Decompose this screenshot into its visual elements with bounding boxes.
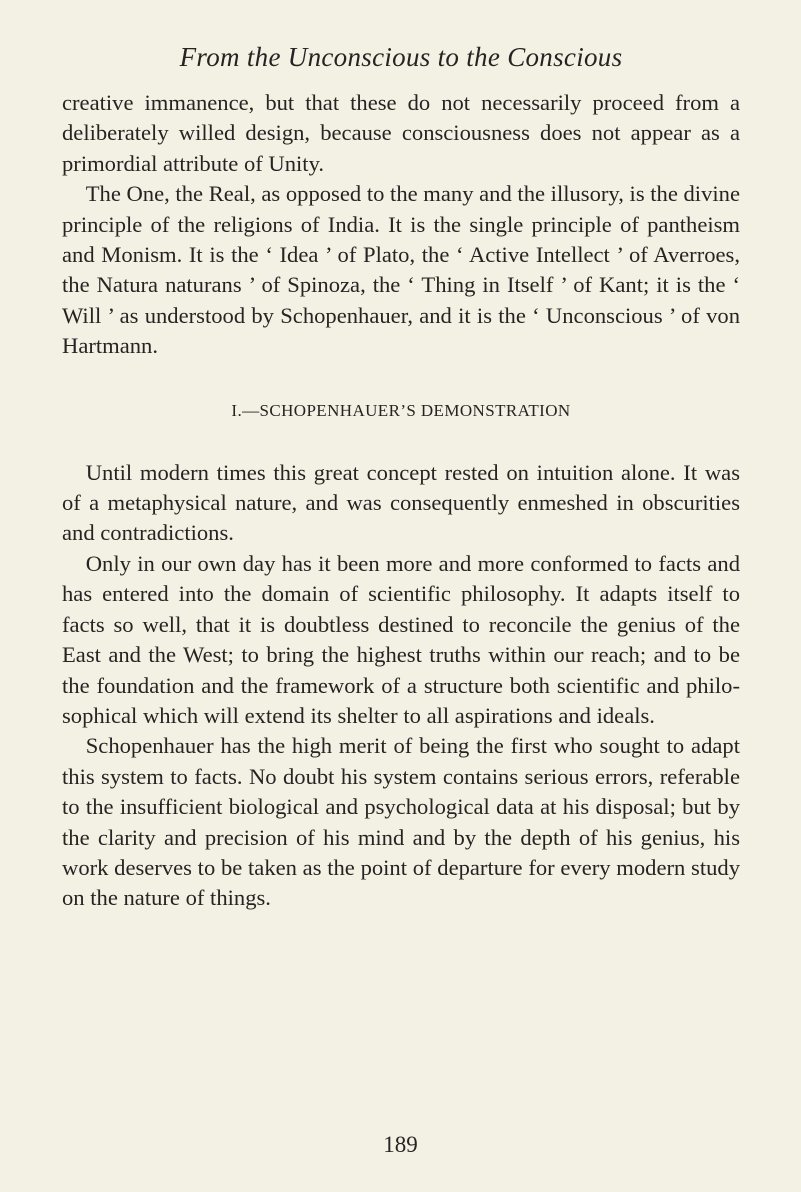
book-page (62, 40, 740, 914)
running-head: From the Unconscious to the Conscious (179, 42, 623, 72)
paragraph-schopenhauer-merit: Schopenhauer has the high merit of being the first who sought to adapt this system to facts. No doubt his system contains serious errors, referable to the insufficient biological and psychological data at his disposal; but by the clarity and precision of his mind and by the depth of his genius, his work deserves to be taken as the point of departure for every modern study on the nature of things. (62, 733, 740, 911)
paragraph-until-modern-times: Until modern times this great concept rested on intuition alone. It was of a metaphysical nature, and was consequently enmeshed in obscurities and contradictions. (62, 459, 740, 546)
paragraph-only-in-our-own-day: Only in our own day has it been more and more conformed to facts and has entered into the domain of scientific philosophy. It adapts itself to facts so well, that it is doubtless destined to reconcile the genius of the East and the West; to bring the highest truths within our reach; and to be the foundation and the framework of a structure both scientific and philosophical which will extend its shelter to all aspirations and ideals. (62, 550, 740, 728)
paragraph-continuation: creative immanence, but that these do not necessarily proceed from a deliberately willed design, because consciousness does not appear as a primordial attribute of Unity. (62, 90, 740, 176)
paragraph-the-one: The One, the Real, as opposed to the many and the illusory, is the divine principle of the religions of India. It is the single principle of pantheism and Monism. It is the ‘ Idea ’ of Plato, the ‘ Active Intellect ’ of Averroes, the Natura naturans ’ of Spinoza, the ‘ Thing in Itself ’ of Kant; it is the ‘ Will ’ as understood by Schopenhauer, and it is the ‘ Unconscious ’ of von Hartmann. (62, 181, 740, 359)
section-heading: I.—SCHOPENHAUER’S DEMONSTRATION (231, 400, 571, 420)
page-number: 189 (383, 1132, 418, 1157)
